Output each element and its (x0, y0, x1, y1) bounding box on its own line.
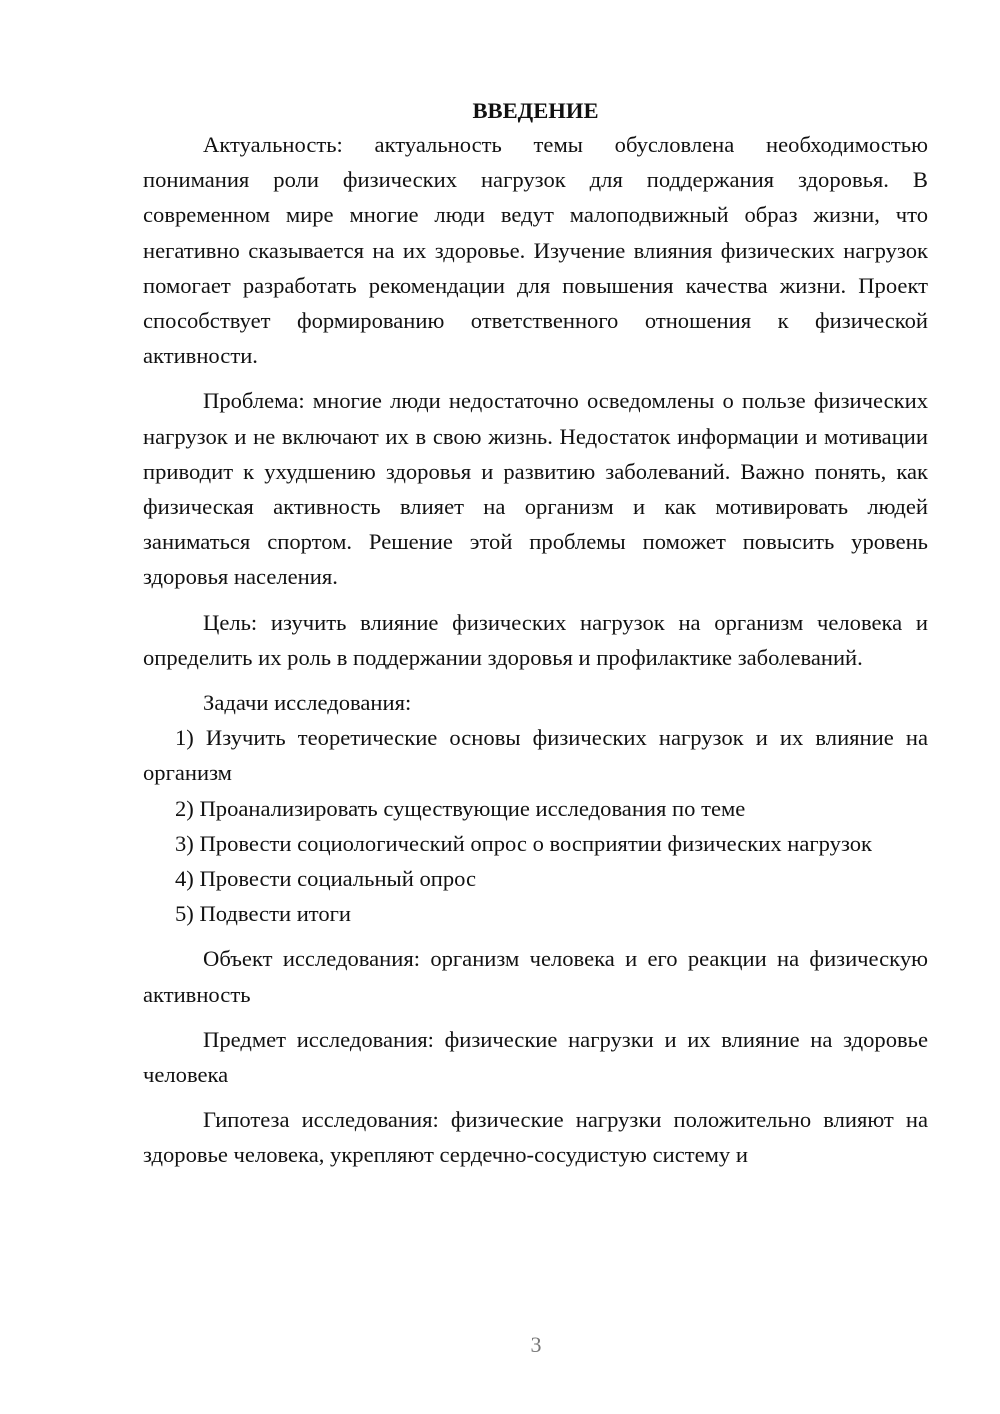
paragraph-relevance: Актуальность: актуальность темы обусловлена необходимостью понимания роли физических нагрузок для поддержания здоровья. В современном мире многие люди ведут малоподвижный образ жизни, что негативно сказывается на их здоровье. Изучение влияния физических нагрузок помогает разработать рекомендации для повышения качества жизни. Проект способствует формированию ответственного отношения к физической активности. (143, 132, 928, 369)
paragraph-hypothesis: Гипотеза исследования: физические нагрузки положительно влияют на здоровье человека, укрепляют сердечно-сосудистую систему и (143, 1107, 928, 1168)
document-title: ВВЕДЕНИЕ (472, 98, 599, 123)
tasks-list (143, 720, 928, 931)
paragraph-object: Объект исследования: организм человека и его реакции на физическую активность (143, 946, 928, 1007)
task-item: 3) Провести социологический опрос о восприятии физических нагрузок (175, 830, 873, 856)
task-item: 4) Провести социальный опрос (175, 866, 477, 892)
tasks-heading: Задачи исследования: (203, 690, 412, 716)
paragraph-subject: Предмет исследования: физические нагрузки и их влияние на здоровье человека (143, 1026, 928, 1088)
page-number: 3 (530, 1332, 542, 1357)
document-page (143, 95, 928, 1173)
task-item: 2) Проанализировать существующие исследования по теме (175, 795, 746, 821)
paragraph-goal: Цель: изучить влияние физических нагрузок на организм человека и определить их роль в поддержании здоровья и профилактике заболеваний. (143, 609, 928, 670)
paragraph-problem: Проблема: многие люди недостаточно осведомлены о пользе физических нагрузок и не включают их в свою жизнь. Недостаток информации и мотивации приводит к ухудшению здоровья и развитию заболеваний. Важно понять, как физическая активность влияет на организм и как мотивировать людей заниматься спортом. Решение этой проблемы поможет повысить уровень здоровья населения. (143, 388, 928, 590)
task-item: 5) Подвести итоги (175, 901, 352, 927)
task-item: 1) Изучить теоретические основы физических нагрузок и их влияние на организм (143, 725, 928, 786)
